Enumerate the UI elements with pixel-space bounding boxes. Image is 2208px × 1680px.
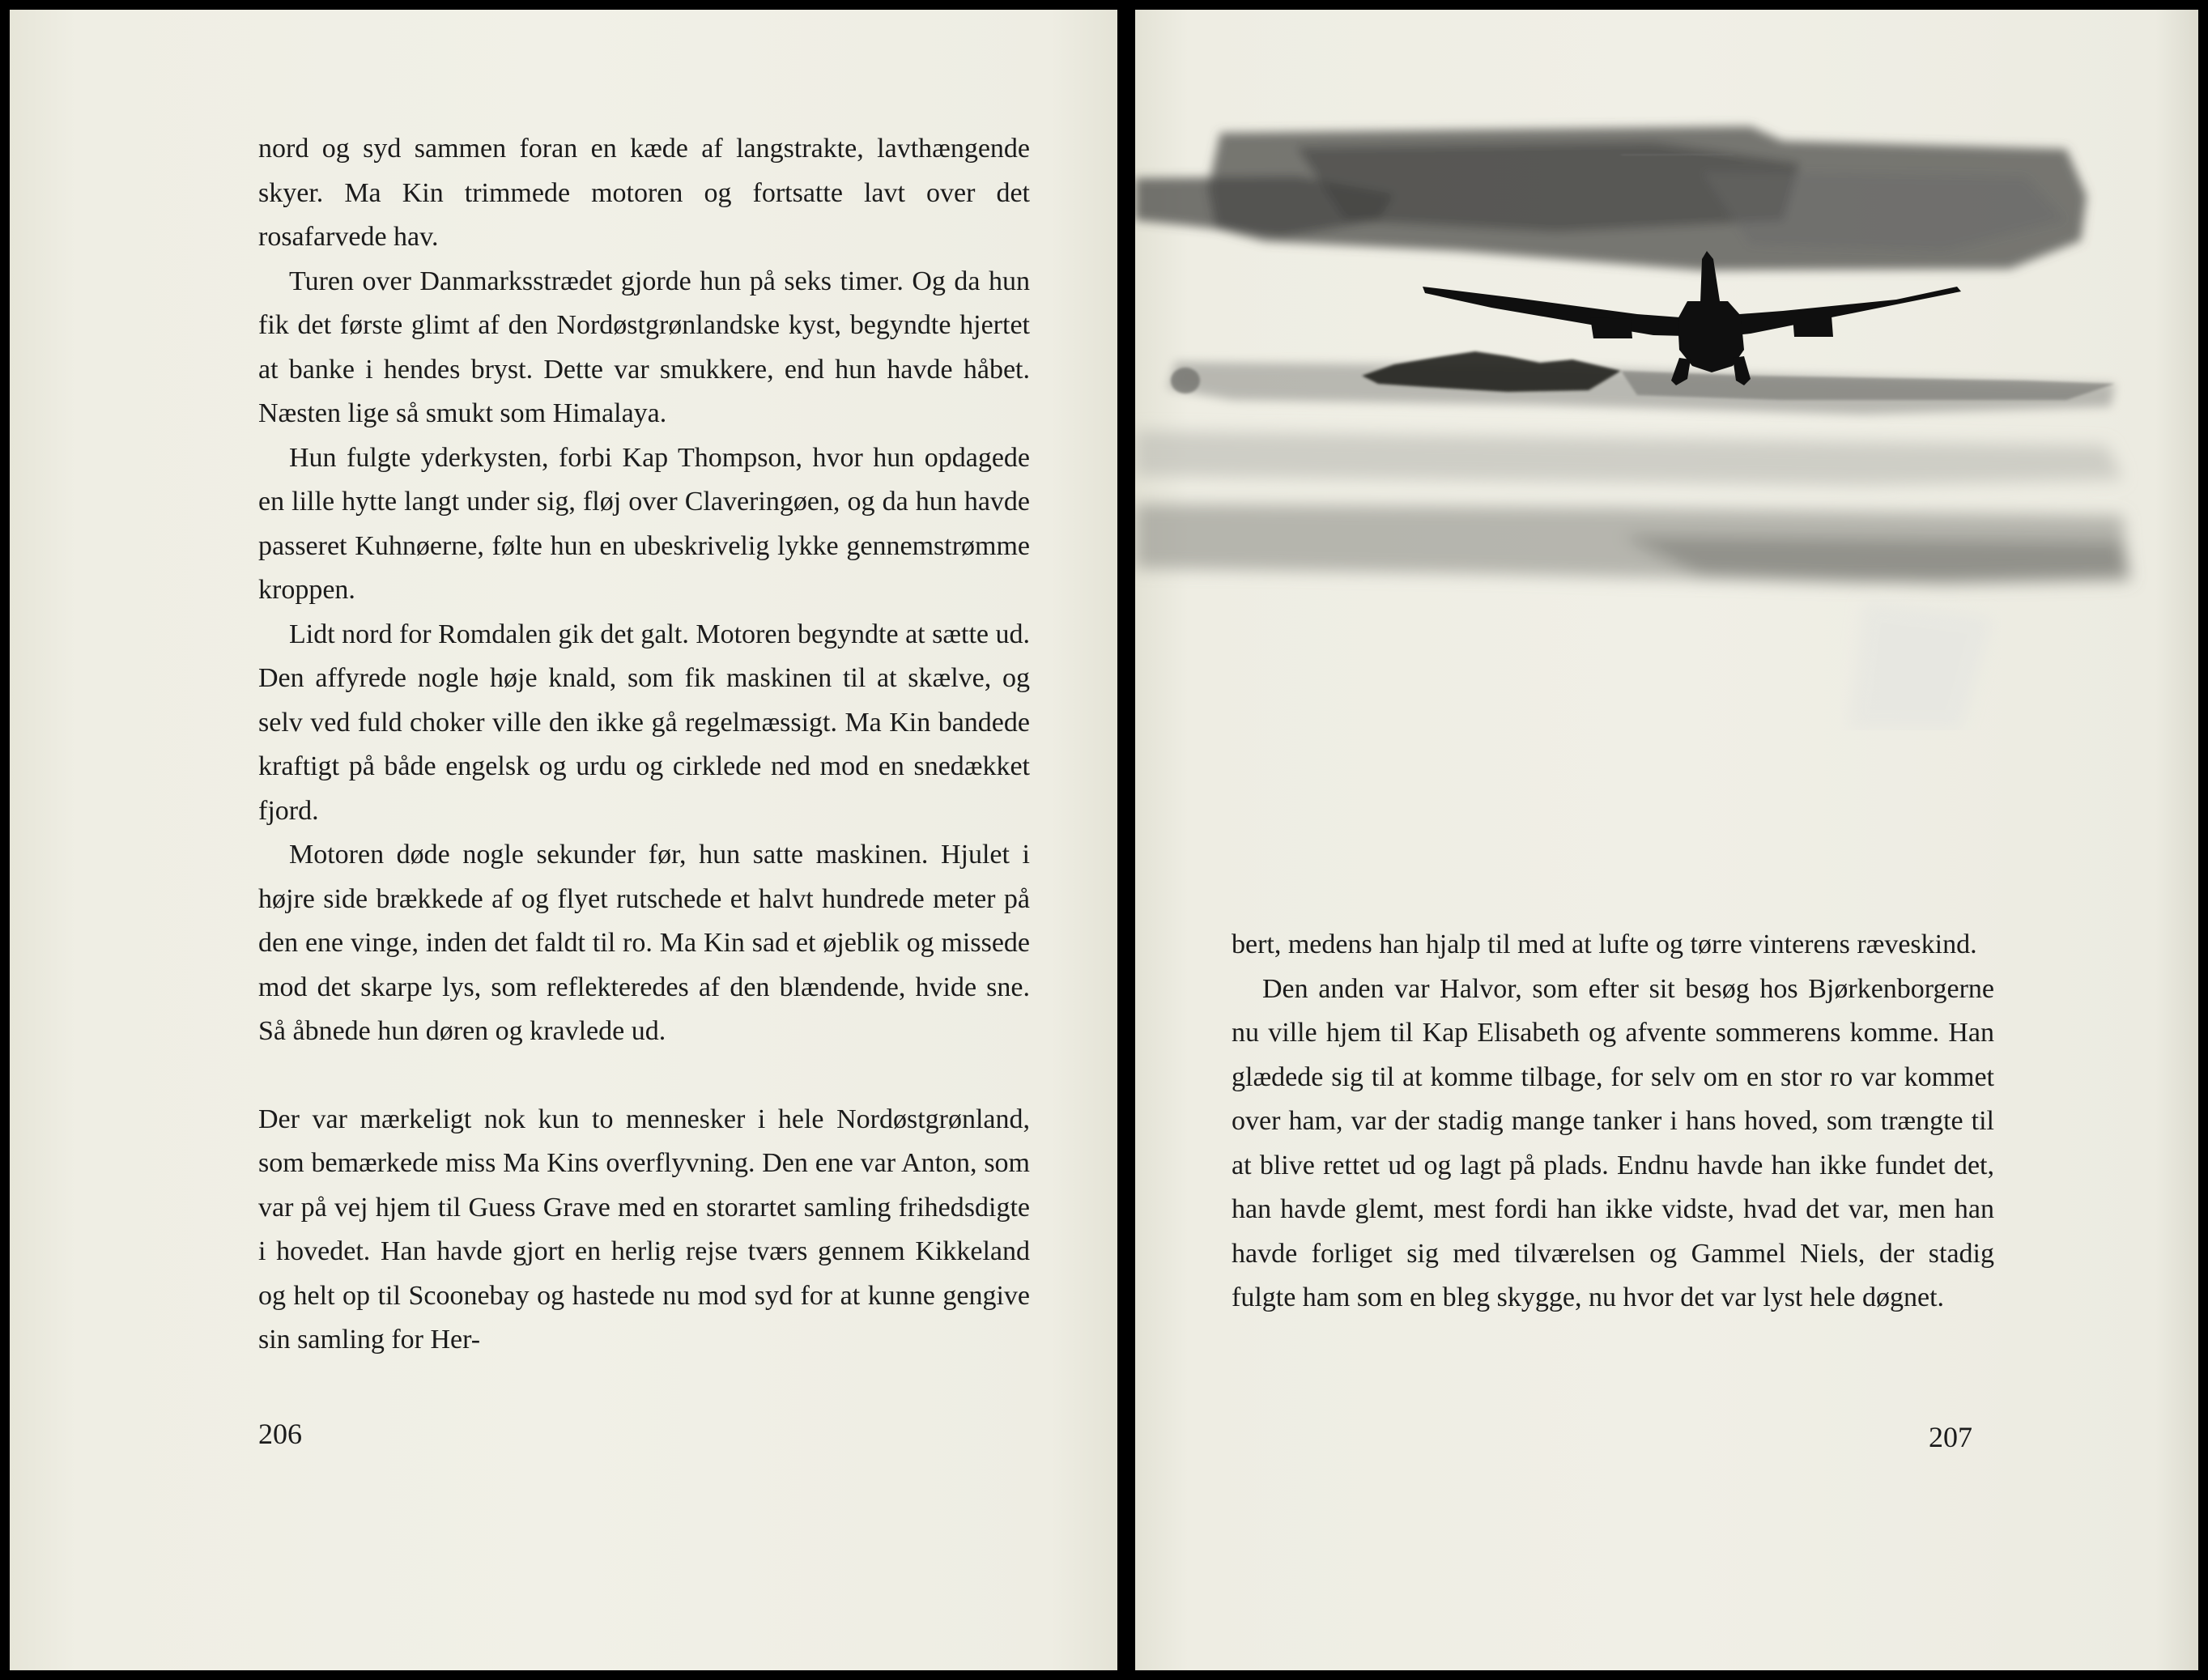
paragraph: bert, medens han hjalp til med at lufte og tørre vinterens ræveskind. [1232, 929, 1977, 959]
right-page [1135, 10, 2198, 1670]
paragraph: Turen over Danmarksstrædet gjorde hun på seks timer. Og da hun fik det første glimt af den Nordøstgrønlandske kyst, begyndte hjertet at banke i hendes bryst. Dette var smukkere, end hun havde håbet. Næsten lige så smukt som Himalaya. [258, 266, 1030, 428]
paragraph: Hun fulgte yderkysten, forbi Kap Thompson, hvor hun opdagede en lille hytte langt under sig, fløj over Claveringøen, og da hun havde passeret Kuhnøerne, følte hun en ubeskrivelig lykke gennemstrømme kroppen. [258, 442, 1030, 605]
paragraph: nord og syd sammen foran en kæde af langstrakte, lavthængende skyer. Ma Kin trimmede motoren og fortsatte lavt over det rosafarvede hav. [258, 134, 1030, 252]
paragraph: Der var mærkeligt nok kun to mennesker i hele Nordøstgrønland, som bemærkede miss Ma Kins overflyvning. Den ene var Anton, som var på vej hjem til Guess Grave med en storartet samling frihedsdigte i hovedet. Han havde gjort en herlig rejse tværs gennem Kikkeland og helt op til Scoonebay og hastede nu mod syd for at kunne gengive sin samling for Her- [258, 1104, 1030, 1355]
paragraph: Lidt nord for Romdalen gik det galt. Motoren begyndte at sætte ud. Den affyrede nogle høje knald, som fik maskinen til at skælve, og selv ved fuld choker ville den ikke gå regelmæssigt. Ma Kin bandede kraftigt på både engelsk og urdu og cirklede ned mod en snedækket fjord. [258, 619, 1030, 826]
page-number: 206 [258, 1418, 302, 1450]
airplane-over-clouds-ink-illustration [1135, 99, 2198, 730]
cloud-band-top [1135, 126, 2087, 270]
cloud-band-lower [1135, 431, 2131, 585]
cloud-band-middle [1168, 351, 2115, 415]
paragraph: Den anden var Halvor, som efter sit besøg hos Bjørkenborgerne nu ville hjem til Kap Elisabeth og afvente sommerens komme. Han glædede sig til at komme tilbage, for selv om en stor ro var kommet over ham, var der stadig mange tanker i hans hoved, som trængte til at blive rettet ud og lagt på plads. Endnu havde han ikke fundet det, han havde glemt, mest fordi han ikke vidste, hvad det var, men han havde forliget sig med tilværelsen og Gammel Niels, der stadig fulgte ham som en bleg skygge, nu hvor det var lyst hele døgnet. [1232, 973, 1994, 1312]
left-page-text [258, 127, 1030, 1363]
left-page [10, 10, 1117, 1670]
right-page-text [1232, 923, 1994, 1321]
paragraph: Motoren døde nogle sekunder før, hun satte maskinen. Hjulet i højre side brækkede af og flyet rutschede et halvt hundrede meter på den ene vinge, inden det faldt til ro. Ma Kin sad et øjeblik og missede mod det skarpe lys, som reflekteredes af den blændende, hvide sne. Så åbnede hun døren og kravlede ud. [258, 840, 1030, 1046]
page-number: 207 [1929, 1421, 1972, 1453]
